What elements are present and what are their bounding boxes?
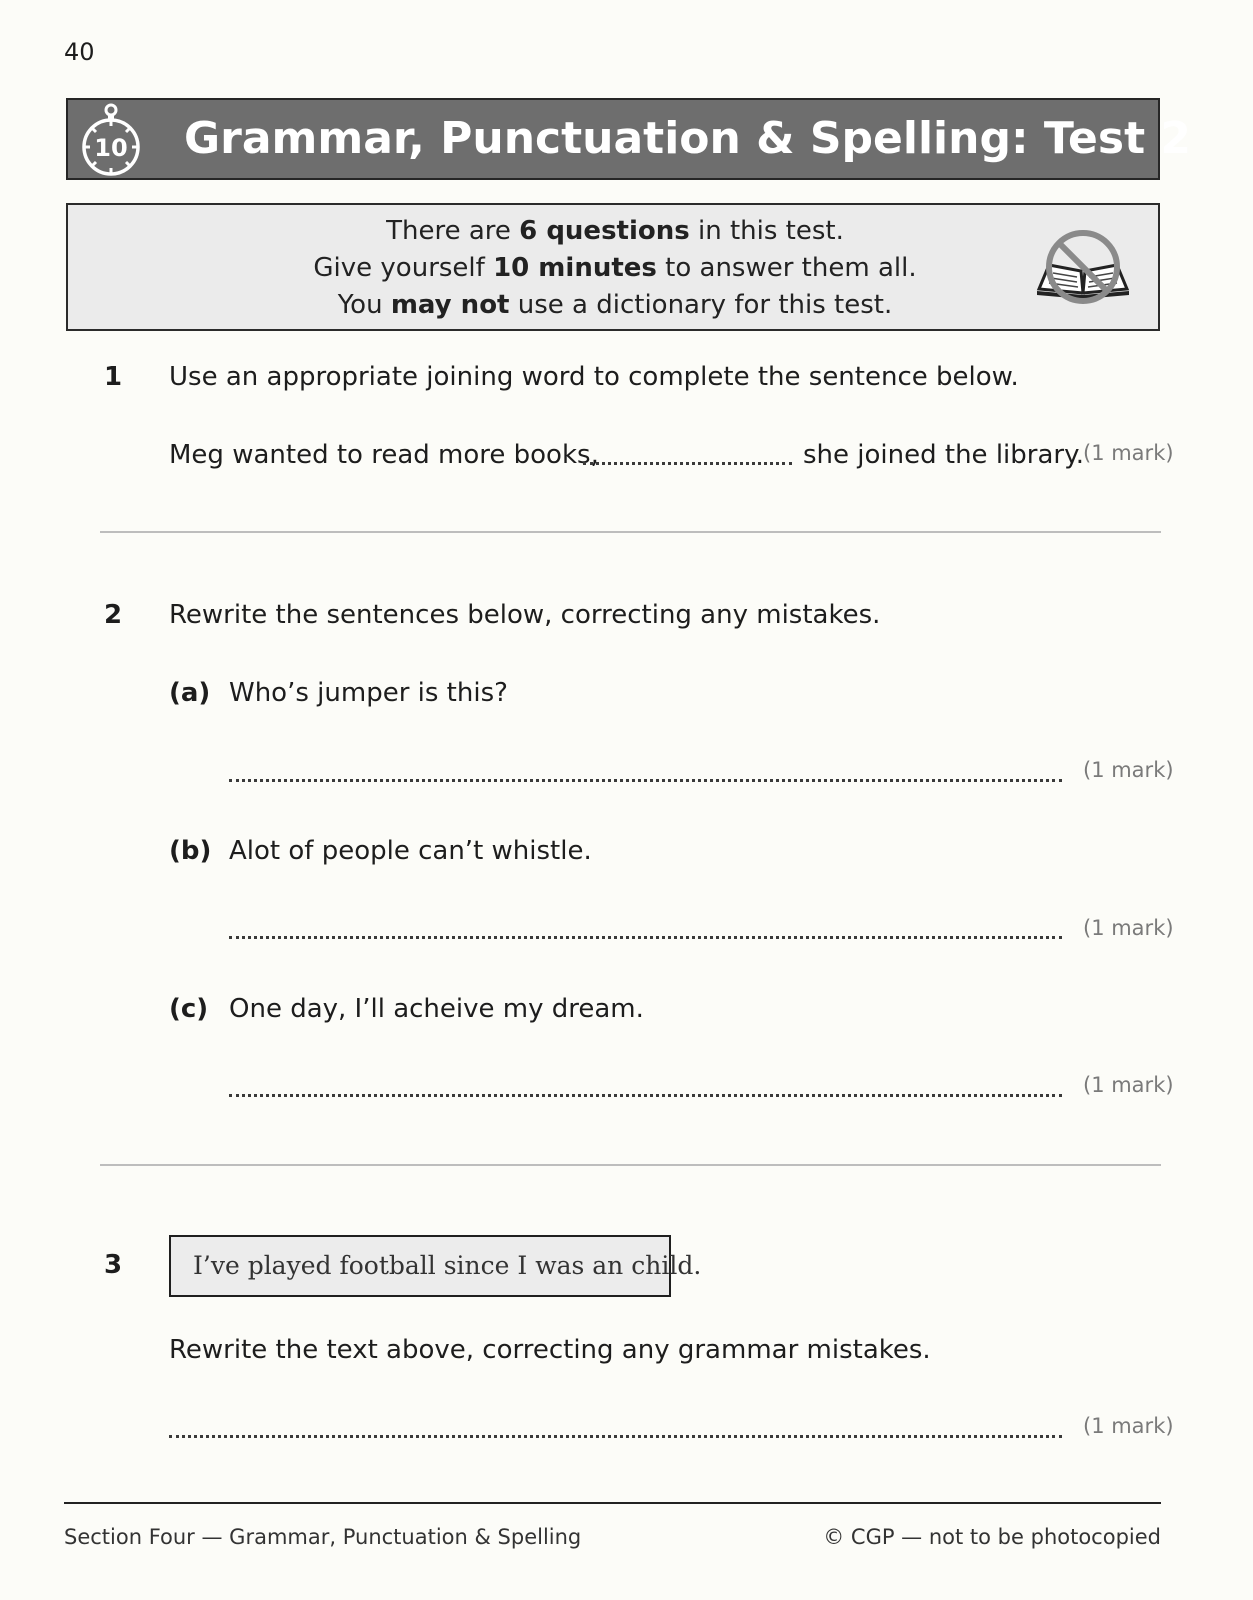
question-1-mark: (1 mark) (1083, 441, 1174, 465)
footer-copyright: © CGP — not to be photocopied (823, 1525, 1161, 1549)
divider-1 (100, 531, 1161, 533)
question-3-quote: I’ve played football since I was an child. (193, 1251, 702, 1280)
question-1-answer-blank[interactable] (583, 462, 792, 465)
instructions-box (66, 203, 1160, 331)
question-2b-answer-line[interactable] (229, 936, 1062, 939)
footer-section-title: Section Four — Grammar, Punctuation & Spelling (64, 1525, 582, 1549)
question-2b-text: Alot of people can’t whistle. (229, 836, 592, 866)
question-2c-mark: (1 mark) (1083, 1073, 1174, 1097)
divider-2 (100, 1164, 1161, 1166)
question-2a-answer-line[interactable] (229, 779, 1062, 782)
footer-rule (64, 1502, 1161, 1504)
question-2a-mark: (1 mark) (1083, 758, 1174, 782)
question-2-prompt: Rewrite the sentences below, correcting any mistakes. (169, 600, 881, 630)
question-2c-text: One day, I’ll acheive my dream. (229, 994, 644, 1024)
stopwatch-label: 10 (94, 134, 128, 162)
question-1-sentence-end: she joined the library. (803, 440, 1085, 470)
question-3-answer-line[interactable] (169, 1435, 1062, 1438)
question-3-quote-box (169, 1235, 702, 1297)
question-2-number: 2 (104, 600, 123, 630)
question-2a-label: (a) (169, 678, 211, 708)
question-2c-label: (c) (169, 994, 209, 1024)
question-2b-label: (b) (169, 836, 212, 866)
instruction-line-questions: There are 6 questions in this test. (386, 216, 844, 246)
instruction-line-dictionary: You may not use a dictionary for this test. (337, 290, 893, 320)
question-1-number: 1 (104, 362, 123, 392)
title-banner (66, 98, 1192, 180)
question-2b-mark: (1 mark) (1083, 916, 1174, 940)
question-3-number: 3 (104, 1250, 123, 1280)
no-dictionary-icon (1033, 227, 1133, 307)
page-title: Grammar, Punctuation & Spelling: Test 2 (184, 113, 1192, 164)
page-number: 40 (64, 38, 95, 66)
question-2a-text: Who’s jumper is this? (229, 678, 508, 708)
question-3-mark: (1 mark) (1083, 1414, 1174, 1438)
question-3-prompt: Rewrite the text above, correcting any grammar mistakes. (169, 1335, 931, 1365)
question-1-sentence-start: Meg wanted to read more books, (169, 440, 599, 470)
question-2c-answer-line[interactable] (229, 1094, 1062, 1097)
stopwatch-icon (78, 102, 144, 178)
instruction-line-time: Give yourself 10 minutes to answer them all. (313, 253, 917, 283)
question-1-prompt: Use an appropriate joining word to complete the sentence below. (169, 362, 1019, 392)
